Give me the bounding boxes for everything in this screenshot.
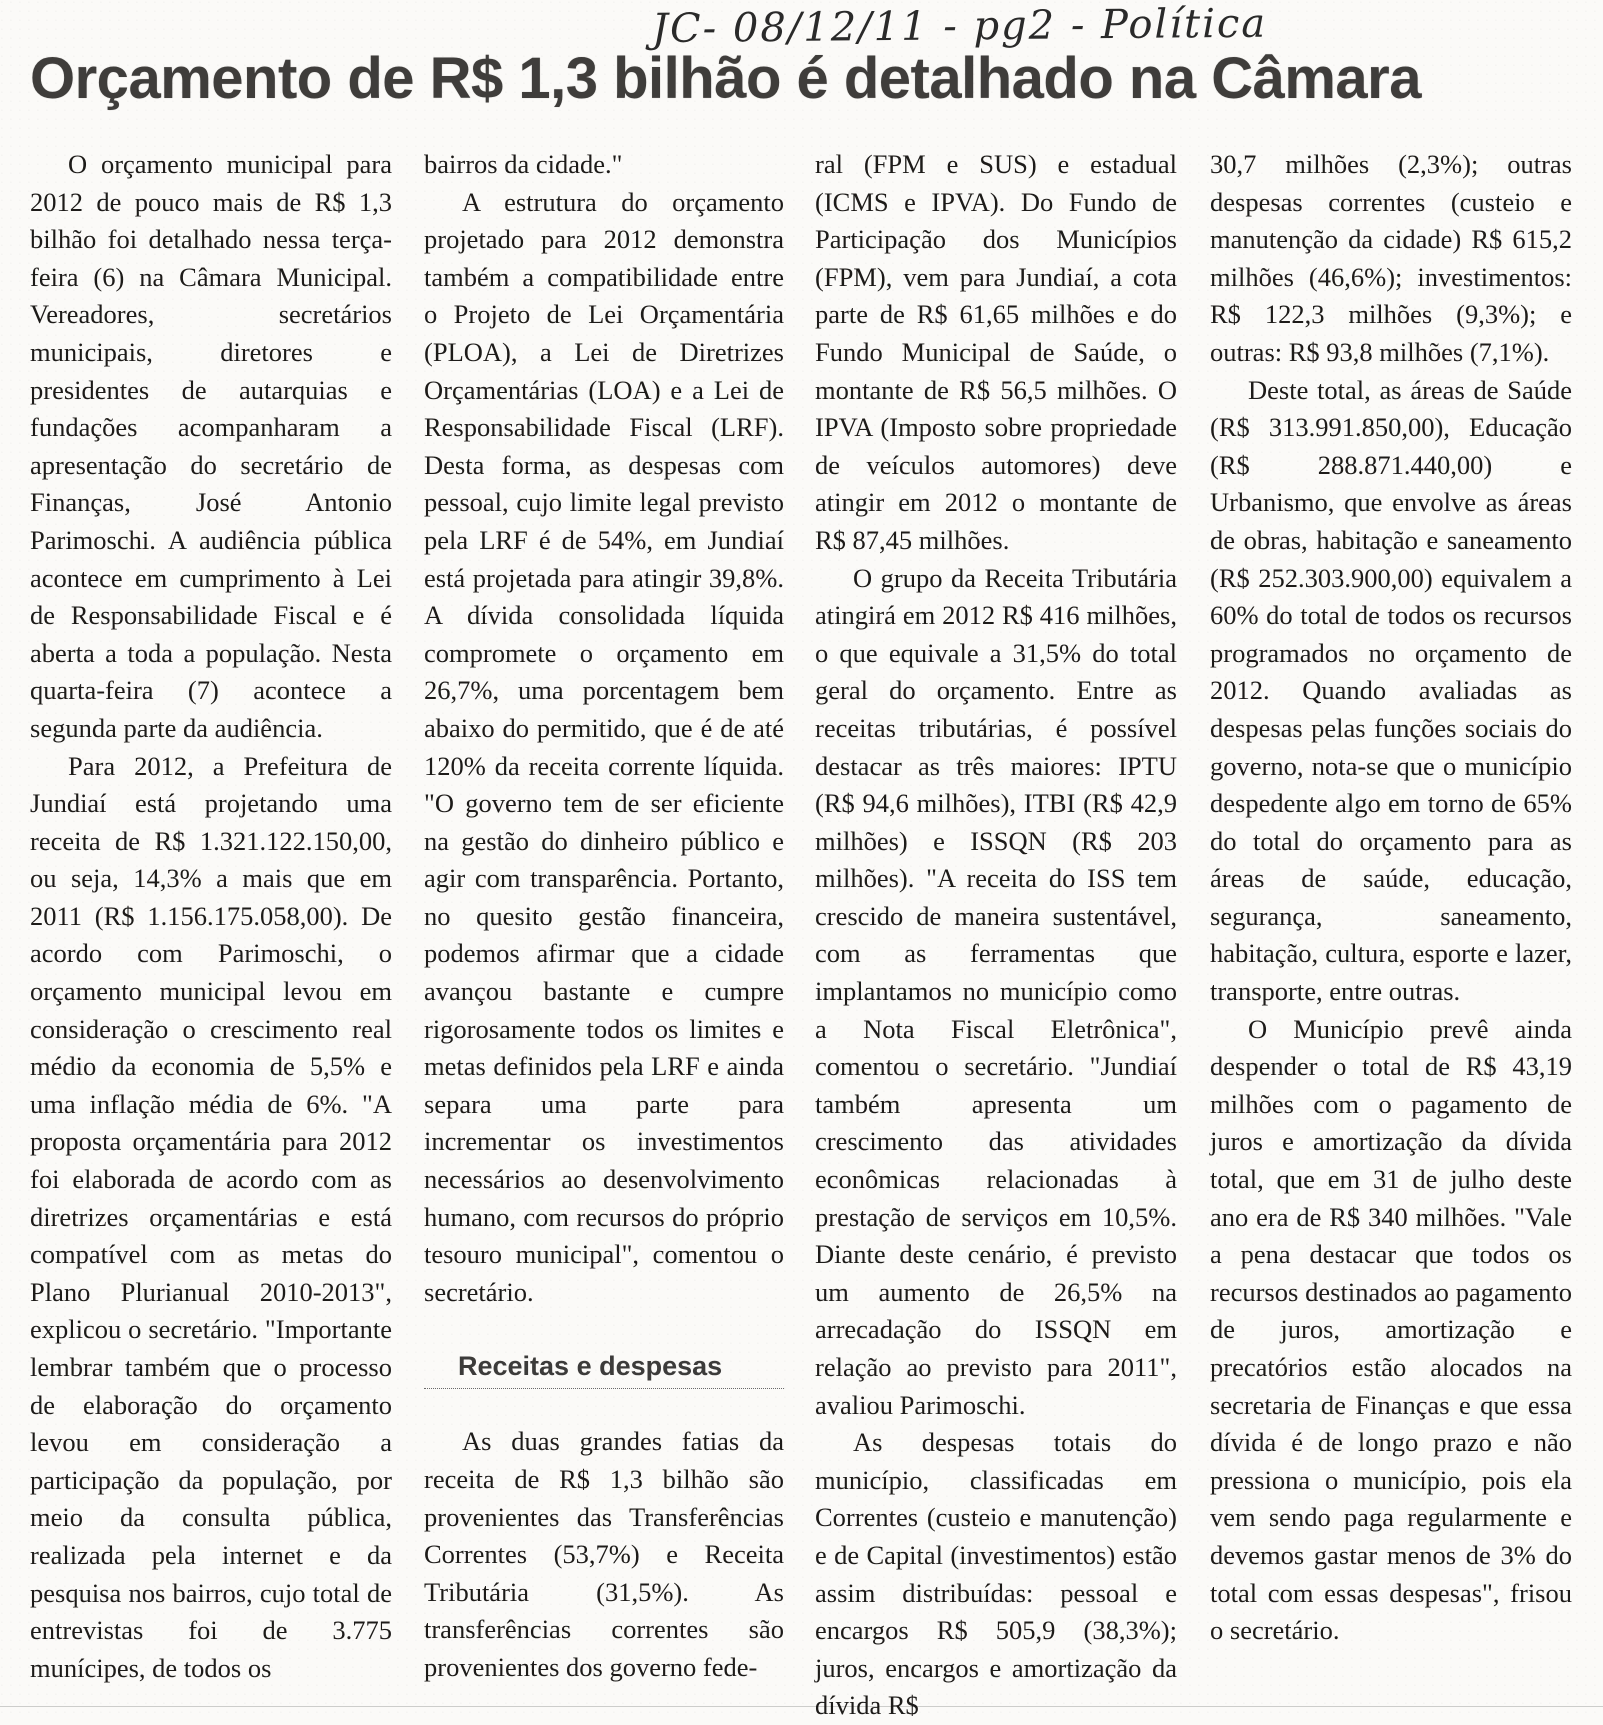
paragraph-continuation: 30,7 milhões (2,3%); outras despesas correntes (custeio e manutenção da cidade) R$ 615,2 milhões (46,6%); investimentos: R$ 122,3 milhões (9,3%); e outras: R$ 93,8 milhões (7,1%). [1210, 149, 1572, 367]
page-bottom-edge [0, 1706, 1603, 1715]
paragraph: Deste total, as áreas de Saúde (R$ 313.991.850,00), Educação (R$ 288.871.440,00) e Urbanismo, que envolve as áreas de obras, habitação e saneamento (R$ 252.303.900,00) equivalem a 60% do total de todos os recursos programados no orçamento de 2012. Quando avaliadas as despesas pelas funções sociais do governo, nota-se que o município despedente algo em torno de 65% do total do orçamento para as áreas de saúde, educação, segurança, saneamento, habitação, cultura, esporte e lazer, transporte, entre outras. [1210, 374, 1572, 1007]
paragraph: As duas grandes fatias da receita de R$ 1,3 bilhão são provenientes das Transferências Correntes (53,7%) e Receita Tributária (31,5%). As transferências correntes são provenientes dos governo fede- [424, 1426, 784, 1682]
paragraph: As despesas totais do município, classificadas em Correntes (custeio e manutenção) e de Capital (investimentos) estão assim distribuídas: pessoal e encargos R$ 505,9 (38,3%); juros, encargos e amortização da dívida R$ [815, 1427, 1177, 1721]
handwritten-source-note: JC- 08/12/11 - pg2 - Política [651, 0, 1268, 53]
article-column-2 [424, 146, 784, 1687]
paragraph: O orçamento municipal para 2012 de pouco mais de R$ 1,3 bilhão foi detalhado nessa terça-feira (6) na Câmara Municipal. Vereadores, secretários municipais, diretores e presidentes de autarquias e fundações acompanharam a apresentação do secretário de Finanças, José Antonio Parimoschi. A audiência pública acontece em cumprimento à Lei de Responsabilidade Fiscal e é aberta a toda a população. Nesta quarta-feira (7) acontece a segunda parte da audiência. [30, 149, 392, 743]
article-column-1 [30, 146, 392, 1687]
paragraph: Para 2012, a Prefeitura de Jundiaí está projetando uma receita de R$ 1.321.122.150,00, ou seja, 14,3% a mais que em 2011 (R$ 1.156.175.058,00). De acordo com Parimoschi, o orçamento municipal levou em consideração o crescimento real médio da economia de 5,5% e uma inflação média de 6%. "A proposta orçamentária para 2012 foi elaborada de acordo com as diretrizes orçamentárias e está compatível com as metas do Plano Plurianual 2010-2013", explicou o secretário. "Importante lembrar também que o processo de elaboração do orçamento levou em consideração a participação da população, por meio da consulta pública, realizada pela internet e da pesquisa nos bairros, cujo total de entrevistas foi de 3.775 munícipes, de todos os [30, 750, 392, 1683]
paragraph: A estrutura do orçamento projetado para 2012 demonstra também a compatibilidade entre o Projeto de Lei Orçamentária (PLOA), a Lei de Diretrizes Orçamentárias (LOA) e a Lei de Responsabilidade Fiscal (LRF). Desta forma, as despesas com pessoal, cujo limite legal previsto pela LRF é de 54%, em Jundiaí está projetada para atingir 39,8%. A dívida consolidada líquida compromete o orçamento em 26,7%, uma porcentagem bem abaixo do permitido, que é de até 120% da receita corrente líquida. "O governo tem de ser eficiente na gestão do dinheiro público e agir com transparência. Portanto, no quesito gestão financeira, podemos afirmar que a cidade avançou bastante e cumpre rigorosamente todos os limites e metas definidos pela LRF e ainda separa uma parte para incrementar os investimentos necessários ao desenvolvimento humano, com recursos do próprio tesouro municipal", comentou o secretário. [424, 186, 784, 1307]
article-column-4 [1210, 146, 1572, 1650]
article-headline: Orçamento de R$ 1,3 bilhão é detalhado na Câmara [30, 46, 1421, 111]
paragraph: O grupo da Receita Tributária atingirá em 2012 R$ 416 milhões, o que equivale a 31,5% do total geral do orçamento. Entre as receitas tributárias, é possível destacar as três maiores: IPTU (R$ 94,6 milhões), ITBI (R$ 42,9 milhões) e ISSQN (R$ 203 milhões). "A receita do ISS tem crescido de maneira sustentável, com as ferramentas que implantamos no município como a Nota Fiscal Eletrônica", comentou o secretário. "Jundiaí também apresenta um crescimento das atividades econômicas relacionadas à prestação de serviços em 10,5%. Diante deste cenário, é previsto um aumento de 26,5% na arrecadação do ISSQN em relação ao previsto para 2011", avaliou Parimoschi. [815, 562, 1177, 1420]
paragraph: O Município prevê ainda despender o total de R$ 43,19 milhões com o pagamento de juros e amortização da dívida total, que em 31 de julho deste ano era de R$ 340 milhões. "Vale a pena destacar que todos os recursos destinados ao pagamento de juros, amortização e precatórios estão alocados na secretaria de Finanças e que essa dívida é de longo prazo e não pressiona o município, pois ela vem sendo paga regularmente e devemos gastar menos de 3% do total com essas despesas", frisou o secretário. [1210, 1013, 1572, 1646]
paragraph-continuation: bairros da cidade." [424, 149, 623, 179]
article-column-3 [815, 146, 1177, 1725]
paragraph-continuation: ral (FPM e SUS) e estadual (ICMS e IPVA). Do Fundo de Participação dos Municípios (FPM), vem para Jundiaí, a cota parte de R$ 61,65 milhões e do Fundo Municipal de Saúde, o montante de R$ 56,5 milhões. O IPVA (Imposto sobre propriedade de veículos automores) deve atingir em 2012 o montante de R$ 87,45 milhões. [815, 149, 1177, 555]
section-subheading: Receitas e despesas [424, 1346, 784, 1389]
